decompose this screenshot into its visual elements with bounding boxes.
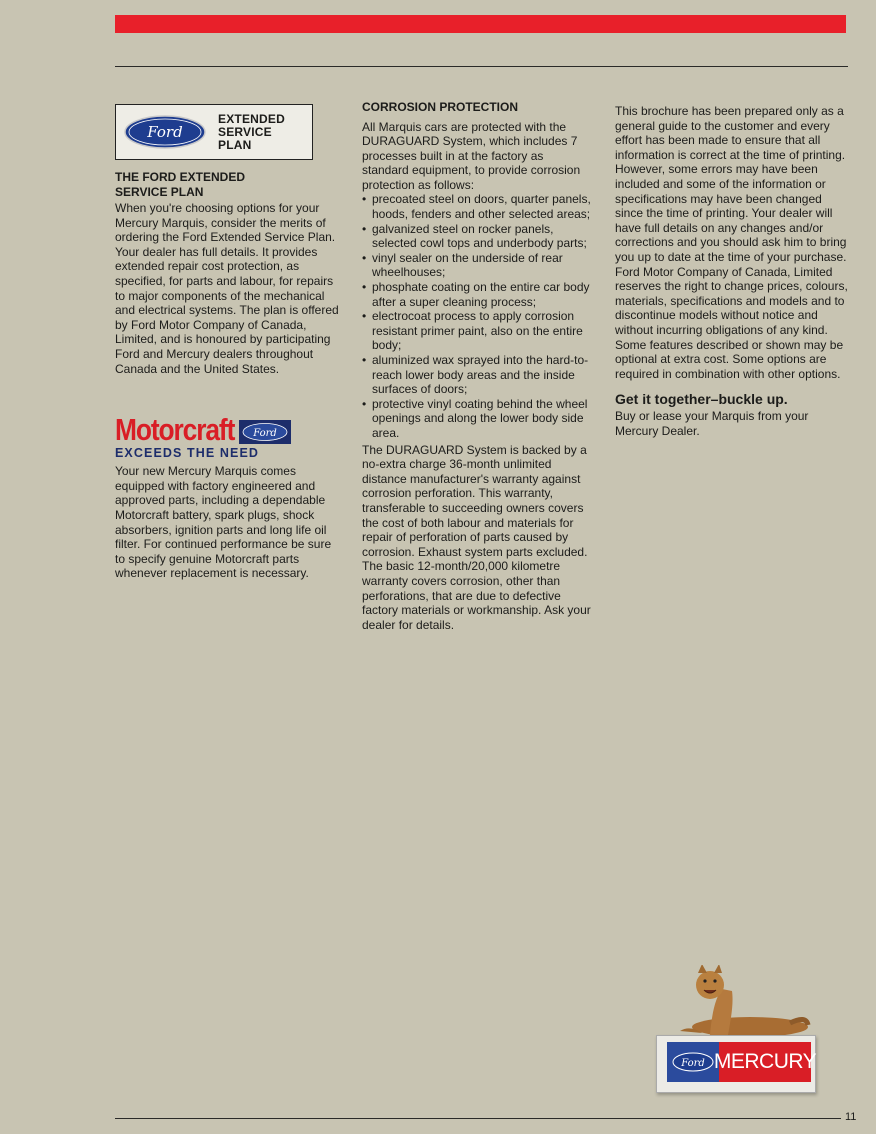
- motorcraft-ford-icon: [239, 420, 291, 444]
- top-red-bar: [115, 15, 846, 33]
- list-item: • precoated steel on doors, quarter panels, hoods, fenders and other selected areas;: [362, 192, 592, 221]
- plan-title-line-3: PLAN: [218, 137, 252, 152]
- corrosion-process-list: [362, 192, 592, 440]
- cougar-icon: [650, 965, 820, 1040]
- motorcraft-wordmark: Motorcraft: [115, 412, 235, 448]
- column-corrosion-protection: [362, 100, 592, 632]
- plan-heading-line-1: THE FORD EXTENDED: [115, 170, 246, 184]
- motorcraft-tagline: EXCEEDS THE NEED: [115, 446, 260, 461]
- warranty-text: The DURAGUARD System is backed by a no-extra charge 36-month unlimited distance manufacturer's warranty against corrosion perforation. This warranty, transferable to succeeding owners covers the cost of both labour and materials for repair of perforation of parts caused by corrosion. Exhaust system parts excluded. The basic 12-month/20,000 kilometre warranty covers corrosion, other than perforations, that are due to defective factory materials or workmanship. Ask your dealer for details.: [362, 442, 591, 632]
- list-item: • galvanized steel on rocker panels, selected cowl tops and underbody parts;: [362, 222, 592, 251]
- plan-title: [218, 113, 285, 152]
- corrosion-intro: All Marquis cars are protected with the DURAGUARD System, which includes 7 processes built in at the factory as standard equipment, to provide corrosion protection as follows:: [362, 119, 581, 192]
- top-rule: [115, 66, 848, 67]
- column-extended-service-plan: [115, 104, 343, 581]
- list-item: • electrocoat process to apply corrosion resistant primer paint, also on the entire body;: [362, 309, 592, 353]
- motorcraft-body: Your new Mercury Marquis comes equipped with factory engineered and approved parts, including a dependable Motorcraft battery, spark plugs, shock absorbers, ignition parts and long life oil filter. For continued performance be sure to specify genuine Motorcraft parts whenever replacement is necessary.: [115, 464, 332, 581]
- plan-title-line-1: EXTENDED: [218, 111, 285, 126]
- plan-title-line-2: SERVICE: [218, 124, 272, 139]
- plan-body: When you're choosing options for your Mercury Marquis, consider the merits of ordering the Ford Extended Service Plan. Your dealer has full details. It provides extended repair cost protection, as specified, for parts and labour, for repairs to major components of the mechanical and electrical systems. The plan is offered by Ford Motor Company of Canada, Limited, and is honoured by participating Ford and Mercury dealers throughout Canada and the United States.: [115, 201, 339, 376]
- motorcraft-logo: [115, 412, 315, 461]
- list-item: • protective vinyl coating behind the wheel openings and along the lower body side area.: [362, 397, 592, 441]
- ford-oval-logo: [124, 115, 206, 149]
- plan-heading-line-2: SERVICE PLAN: [115, 184, 204, 199]
- bottom-rule: [115, 1118, 841, 1119]
- plan-heading: [115, 170, 343, 199]
- disclaimer-text: This brochure has been prepared only as a general guide to the customer and every effort has been made to ensure that all information is correct at the time of printing. However, some errors may have been included and some of the information or specifications may have been changed since the time of printing. Your dealer will have full details on any changes and/or corrections and you should ask him to bring you up to date at the time of your purchase. Ford Motor Company of Canada, Limited reserves the right to change prices, colours, materials, specifications and models and to discontinue models without notice and without incurring obligations of any kind. Some features described or shown may be optional at extra cost. Some options are required in combination with other options.: [615, 104, 848, 381]
- ford-logo-text: Ford: [147, 123, 183, 141]
- sign-ford-panel: [667, 1042, 719, 1082]
- motorcraft-ford-text: Ford: [253, 428, 278, 440]
- extended-service-plan-badge: [115, 104, 313, 160]
- mercury-sign: [650, 965, 820, 1115]
- list-item: • aluminized wax sprayed into the hard-to-reach lower body areas and the inside surfaces of doors;: [362, 353, 592, 397]
- sign-mercury-panel: [713, 1042, 817, 1082]
- list-item: • phosphate coating on the entire car body after a super cleaning process;: [362, 280, 592, 309]
- list-item: • vinyl sealer on the underside of rear wheelhouses;: [362, 251, 592, 280]
- sign-ford-text: Ford: [681, 1058, 705, 1069]
- page-number: 11: [845, 1111, 857, 1123]
- column-disclaimer: [615, 104, 850, 438]
- buckle-up-slogan: Get it together–buckle up.: [615, 391, 788, 408]
- sign-mercury-text: MERCURY: [713, 1050, 817, 1073]
- sign-plate: [656, 1035, 816, 1093]
- sign-ford-oval-icon: [671, 1051, 715, 1073]
- closing-text: Buy or lease your Marquis from your Mercury Dealer.: [615, 409, 809, 438]
- corrosion-heading: CORROSION PROTECTION: [362, 100, 519, 114]
